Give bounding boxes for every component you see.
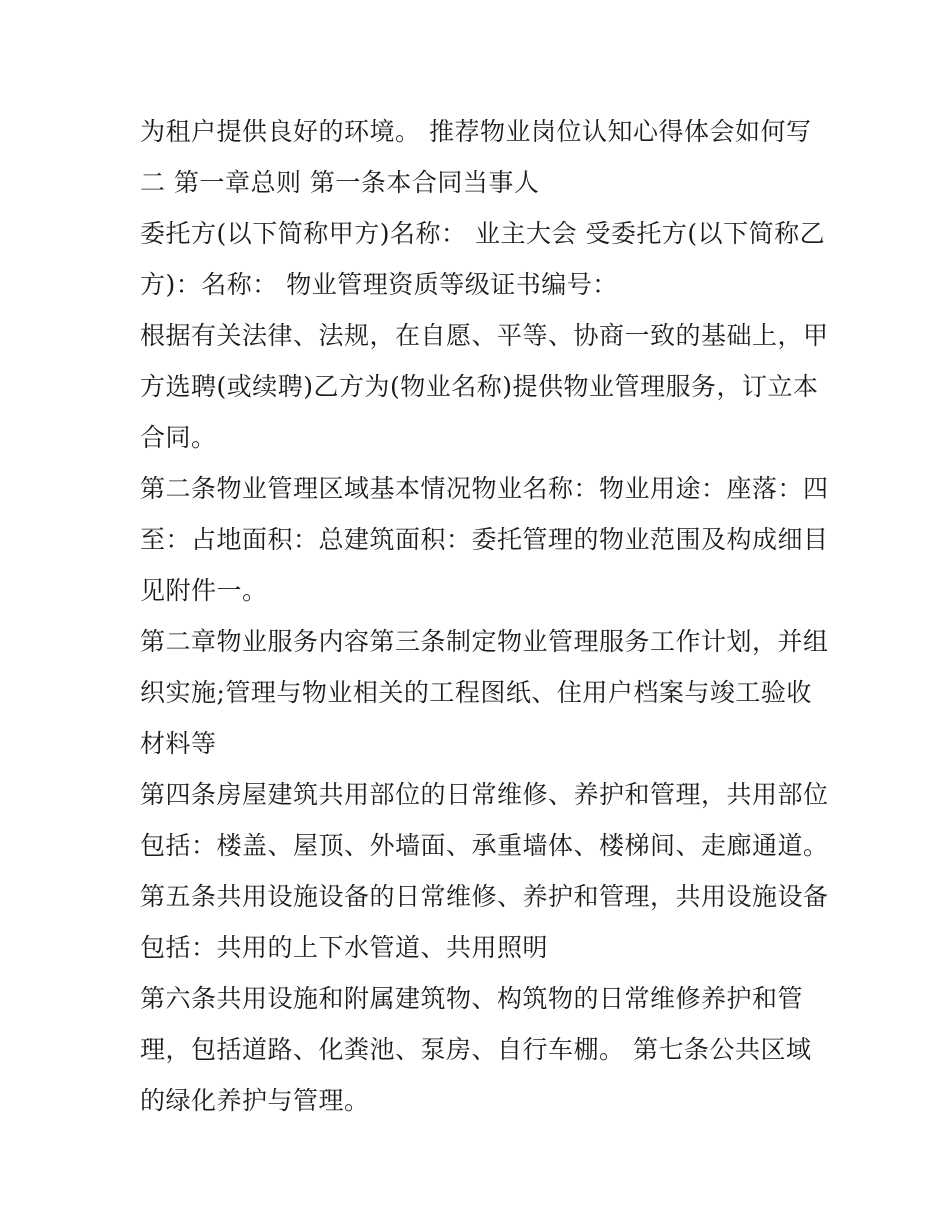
- text-line: 包括：楼盖、屋顶、外墙面、承重墙体、楼梯间、走廊通道。: [140, 831, 829, 860]
- text-line: 第五条共用设施设备的日常维修、养护和管理，共用设施设备: [140, 882, 829, 911]
- text-line: 第四条房屋建筑共用部位的日常维修、养护和管理，共用部位: [140, 780, 829, 809]
- text-line: 的绿化养护与管理。: [140, 1086, 370, 1115]
- text-line: 第二章物业服务内容第三条制定物业管理服务工作计划，并组: [140, 627, 829, 656]
- text-line: 合同。: [140, 423, 217, 452]
- text-line: 织实施;管理与物业相关的工程图纸、住用户档案与竣工验收: [140, 678, 812, 707]
- text-line: 包括：共用的上下水管道、共用照明: [140, 933, 549, 962]
- text-line: 方)：名称： 物业管理资质等级证书编号：: [140, 270, 618, 299]
- text-line: 理，包括道路、化粪池、泵房、自行车棚。 第七条公共区域: [140, 1035, 812, 1064]
- document-body: [140, 106, 830, 1126]
- text-line: 委托方(以下简称甲方)名称： 业主大会 受委托方(以下简称乙: [140, 219, 826, 248]
- text-line: 方选聘(或续聘)乙方为(物业名称)提供物业管理服务，订立本: [140, 372, 819, 401]
- text-line: 第六条共用设施和附属建筑物、构筑物的日常维修养护和管: [140, 984, 804, 1013]
- text-line: 材料等: [140, 729, 217, 758]
- text-line: 至：占地面积：总建筑面积：委托管理的物业范围及构成细目: [140, 525, 829, 554]
- text-line: 根据有关法律、法规，在自愿、平等、协商一致的基础上，甲: [140, 321, 829, 350]
- text-line: 见附件一。: [140, 576, 268, 605]
- text-line: 二 第一章总则 第一条本合同当事人: [140, 168, 540, 197]
- text-line: 为租户提供良好的环境。 推荐物业岗位认知心得体会如何写: [140, 117, 812, 146]
- text-line: 第二条物业管理区域基本情况物业名称：物业用途：座落：四: [140, 474, 829, 503]
